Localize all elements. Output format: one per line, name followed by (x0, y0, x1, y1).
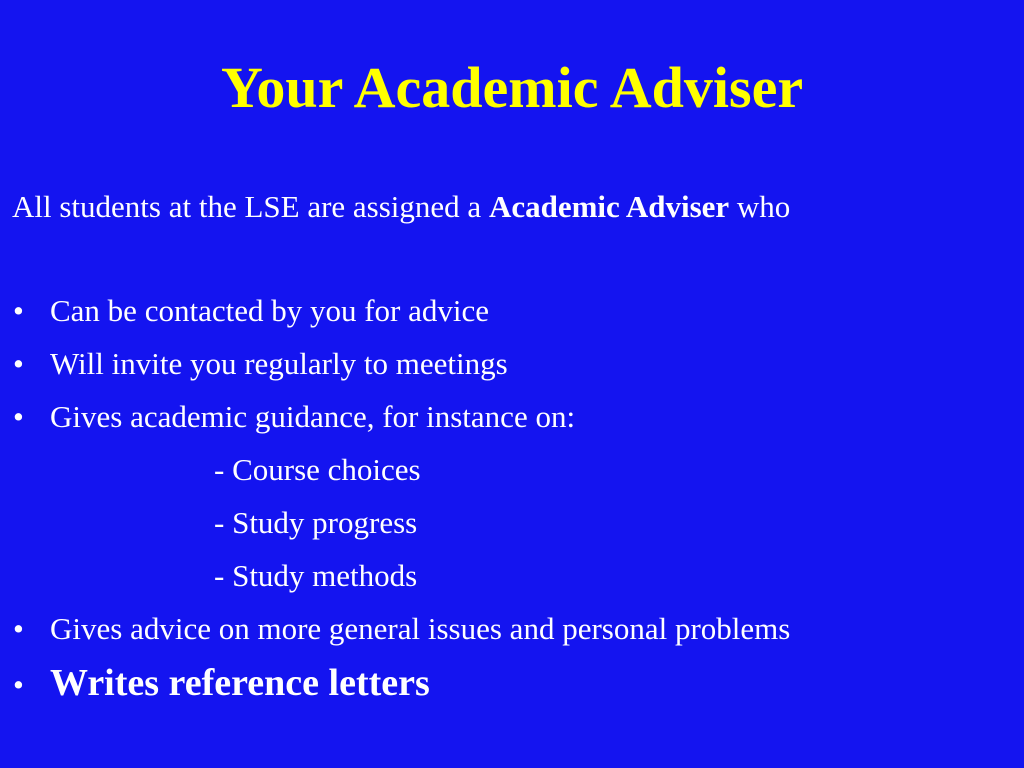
sub-item-3: - Study methods (214, 558, 418, 593)
sub-item-2: - Study progress (214, 505, 418, 540)
intro-prefix: All students at the LSE are assigned a (12, 189, 489, 224)
sub-item-1: - Course choices (214, 452, 421, 487)
bullet-marker: • (13, 346, 24, 381)
bullet-item-1: Can be contacted by you for advice (50, 293, 489, 328)
slide-title: Your Academic Adviser (220, 55, 804, 120)
bullet-item-4: Gives advice on more general issues and personal problems (50, 611, 791, 646)
bullet-marker: • (13, 293, 24, 328)
bullet-marker: • (13, 611, 24, 646)
bullet-item-3: Gives academic guidance, for instance on: (50, 399, 576, 434)
intro-emphasis: Academic Adviser (488, 189, 730, 224)
intro-suffix: who (729, 189, 791, 224)
bullet-item-2: Will invite you regularly to meetings (50, 346, 508, 381)
bullet-marker: • (13, 399, 24, 434)
bullet-marker: • (13, 667, 24, 702)
intro-text (12, 187, 790, 227)
bullet-item-5: Writes reference letters (50, 662, 430, 704)
